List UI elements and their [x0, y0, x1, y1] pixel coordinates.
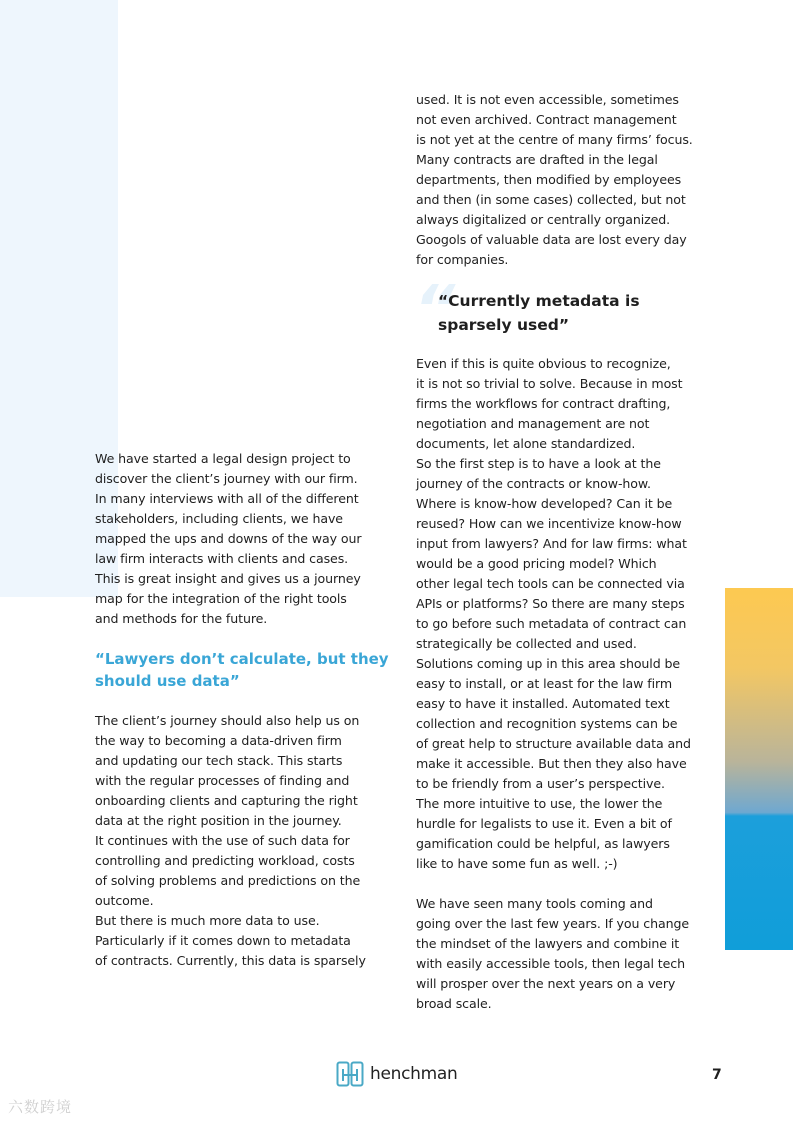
text-line: We have started a legal design project to [95, 451, 351, 466]
text-line: the way to becoming a data-driven firm [95, 733, 342, 748]
text-line: APIs or platforms? So there are many steps [416, 596, 685, 611]
text-line: We have seen many tools coming and [416, 896, 653, 911]
text-line: easy to have it installed. Automated text [416, 696, 670, 711]
text-line: easy to install, or at least for the law firm [416, 676, 673, 691]
text-line: to go before such metadata of contract can [416, 616, 687, 631]
right-heading [438, 289, 693, 337]
text-line: Particularly if it comes down to metadata [95, 933, 351, 948]
text-line: with the regular processes of finding and [95, 773, 350, 788]
right-intro [416, 90, 693, 270]
left-intro [95, 449, 389, 629]
text-line: should use data” [95, 672, 240, 690]
henchman-logo-icon [336, 1061, 364, 1087]
text-line: always digitalized or centrally organized. [416, 212, 671, 227]
text-line: Even if this is quite obvious to recognize, [416, 356, 671, 371]
text-line: In many interviews with all of the different [95, 491, 359, 506]
right-body [416, 354, 693, 874]
text-line: will prosper over the next years on a very [416, 976, 676, 991]
text-line: not even archived. Contract management [416, 112, 677, 127]
text-line: and updating our tech stack. This starts [95, 753, 343, 768]
text-line: gamification could be helpful, as lawyers [416, 836, 670, 851]
watermark: 六数跨境 [8, 1098, 73, 1116]
text-line: like to have some fun as well. ;-) [416, 856, 618, 871]
text-line: firms the workflows for contract drafting, [416, 396, 671, 411]
text-line: Where is know-how developed? Can it be [416, 496, 673, 511]
text-line: strategically be collected and used. [416, 636, 637, 651]
brand-name: henchman [370, 1064, 458, 1084]
text-line: departments, then modified by employees [416, 172, 682, 187]
text-line: it is not so trivial to solve. Because in most [416, 376, 683, 391]
text-line: would be a good pricing model? Which [416, 556, 657, 571]
text-line: reused? How can we incentivize know-how [416, 516, 682, 531]
page-number: 7 [712, 1067, 722, 1083]
text-line: Many contracts are drafted in the legal [416, 152, 658, 167]
text-line: negotiation and management are not [416, 416, 650, 431]
text-line: of contracts. Currently, this data is sparsely [95, 953, 366, 968]
text-line: So the first step is to have a look at the [416, 456, 661, 471]
text-line: of solving problems and predictions on the [95, 873, 361, 888]
text-line: stakeholders, including clients, we have [95, 511, 343, 526]
left-column [95, 449, 389, 971]
text-line: This is great insight and gives us a journey [95, 571, 361, 586]
text-line: and then (in some cases) collected, but not [416, 192, 686, 207]
text-line: and methods for the future. [95, 611, 268, 626]
text-line: “Lawyers don’t calculate, but they [95, 650, 389, 668]
text-line: map for the integration of the right tools [95, 591, 347, 606]
quote-mark-icon: “ [414, 273, 456, 347]
right-column [416, 90, 693, 1014]
text-line: used. It is not even accessible, sometimes [416, 92, 679, 107]
right-closing [416, 894, 693, 1014]
text-line: “Currently metadata is [438, 292, 640, 310]
left-heading [95, 648, 389, 692]
text-line: the mindset of the lawyers and combine it [416, 936, 680, 951]
text-line: But there is much more data to use. [95, 913, 320, 928]
text-line: The more intuitive to use, the lower the [416, 796, 663, 811]
text-line: mapped the ups and downs of the way our [95, 531, 362, 546]
text-line: law firm interacts with clients and cases. [95, 551, 349, 566]
text-line: discover the client’s journey with our firm. [95, 471, 358, 486]
text-line: make it accessible. But then they also have [416, 756, 687, 771]
text-line: input from lawyers? And for law firms: what [416, 536, 687, 551]
text-line: It continues with the use of such data for [95, 833, 350, 848]
text-line: broad scale. [416, 996, 492, 1011]
text-line: with easily accessible tools, then legal tech [416, 956, 686, 971]
text-line: outcome. [95, 893, 154, 908]
text-line: controlling and predicting workload, costs [95, 853, 355, 868]
gradient-bar [725, 588, 793, 950]
henchman-logo [336, 1061, 457, 1087]
text-line: documents, let alone standardized. [416, 436, 636, 451]
text-line: data at the right position in the journey. [95, 813, 342, 828]
text-line: The client’s journey should also help us on [95, 713, 360, 728]
text-line: for companies. [416, 252, 509, 267]
text-line: of great help to structure available data and [416, 736, 691, 751]
text-line: Solutions coming up in this area should be [416, 656, 681, 671]
text-line: Googols of valuable data are lost every day [416, 232, 687, 247]
text-line: going over the last few years. If you change [416, 916, 690, 931]
text-line: collection and recognition systems can be [416, 716, 678, 731]
text-line: onboarding clients and capturing the right [95, 793, 358, 808]
text-line: hurdle for legalists to use it. Even a bit of [416, 816, 672, 831]
text-line: to be friendly from a user’s perspective. [416, 776, 665, 791]
text-line: sparsely used” [438, 316, 570, 334]
left-body [95, 711, 389, 971]
text-line: is not yet at the centre of many firms’ focus. [416, 132, 693, 147]
text-line: other legal tech tools can be connected via [416, 576, 685, 591]
text-line: journey of the contracts or know-how. [416, 476, 651, 491]
